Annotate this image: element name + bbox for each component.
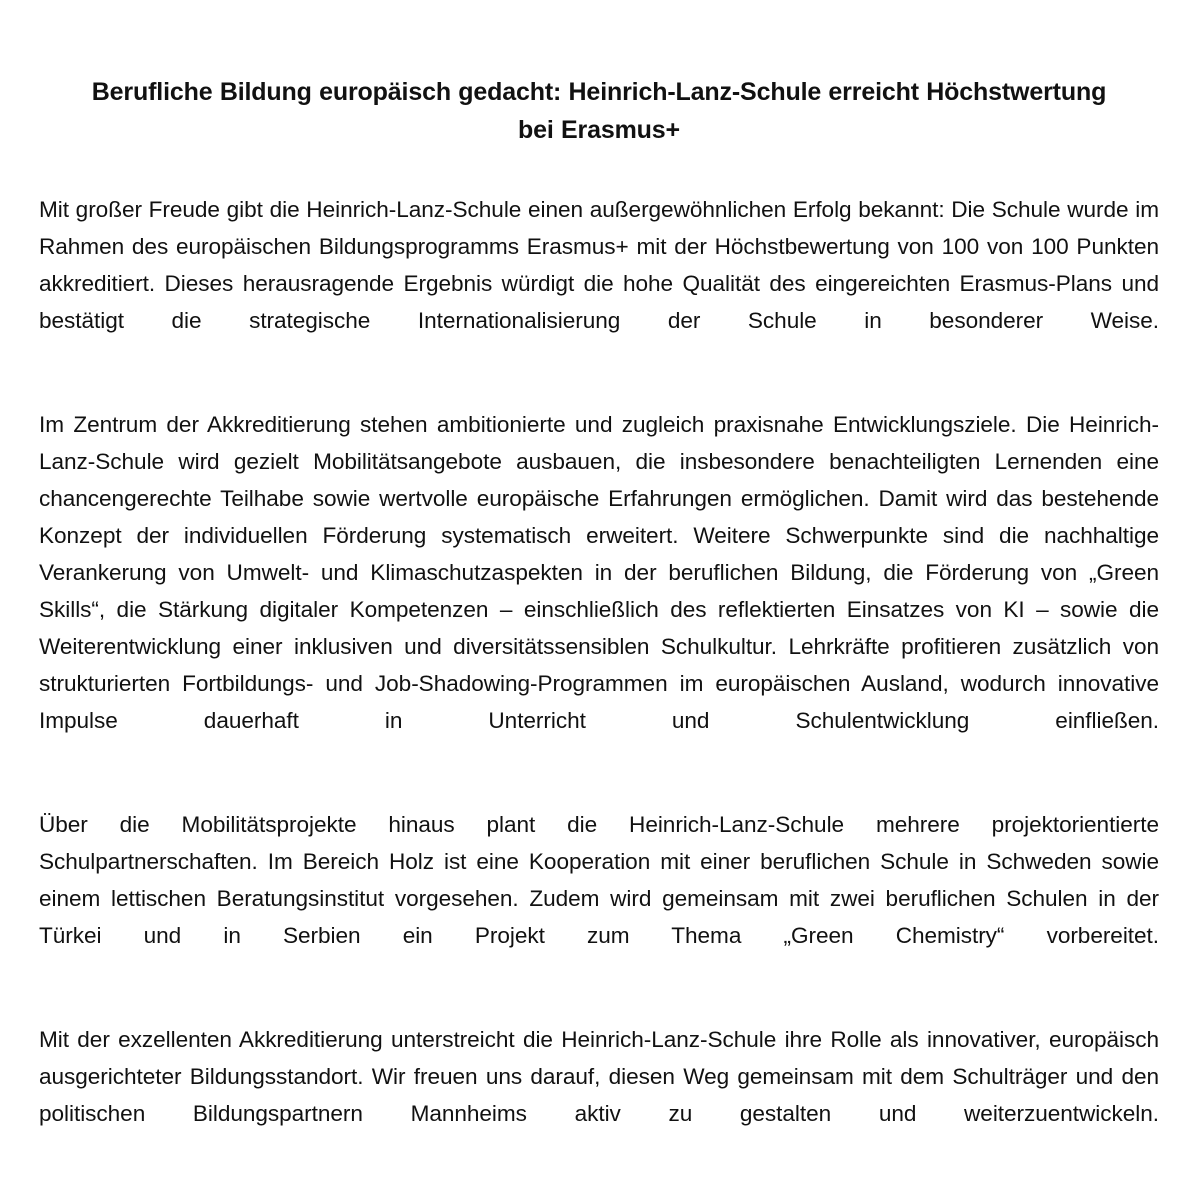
body-paragraph-3: Über die Mobilitätsprojekte hinaus plant die Heinrich-Lanz-Schule mehrere projektorientierte Schulpartnerschaften. Im Bereich Holz ist eine Kooperation mit einer beruflichen Schule in Schweden sowie einem lettischen Beratungsinstitut vorgesehen. Zudem wird gemeinsam mit zwei beruflichen Schulen in der Türkei und in Serbien ein Projekt zum Thema „Green Chemistry“ vorbereitet. — [39, 812, 1159, 948]
body-paragraph-2: Im Zentrum der Akkreditierung stehen ambitionierte und zugleich praxisnahe Entwicklungsziele. Die Heinrich-Lanz-Schule wird gezielt Mobilitätsangebote ausbauen, die insbesondere benachteiligten Lernenden eine chancengerechte Teilhabe sowie wertvolle europäische Erfahrungen ermöglichen. Damit wird das bestehende Konzept der individuellen Förderung systematisch erweitert. Weitere Schwerpunkte sind die nachhaltige Verankerung von Umwelt- und Klimaschutzaspekten in der beruflichen Bildung, die Förderung von „Green Skills“, die Stärkung digitaler Kompetenzen – einschließlich des reflektierten Einsatzes von KI – sowie die Weiterentwicklung einer inklusiven und diversitätssensiblen Schulkultur. Lehrkräfte profitieren zusätzlich von strukturierten Fortbildungs- und Job-Shadowing-Programmen im europäischen Ausland, wodurch innovative Impulse dauerhaft in Unterricht und Schulentwicklung einfließen. — [39, 412, 1159, 733]
document-content — [39, 0, 1159, 1169]
document-body — [39, 191, 1159, 1169]
page-title — [39, 0, 1159, 149]
body-paragraph-1: Mit großer Freude gibt die Heinrich-Lanz-Schule einen außergewöhnlichen Erfolg bekannt: Die Schule wurde im Rahmen des europäischen Bildungsprogramms Erasmus+ mit der Höchstbewertung von 100 von 100 Punkten akkreditiert. Dieses herausragende Ergebnis würdigt die hohe Qualität des eingereichten Erasmus-Plans und bestätigt die strategische Internationalisierung der Schule in besonderer Weise. — [39, 197, 1159, 333]
page-title-line-2: bei Erasmus+ — [518, 116, 680, 144]
page-title-line-1: Berufliche Bildung europäisch gedacht: Heinrich-Lanz-Schule erreicht Höchstwertung — [91, 78, 1107, 106]
body-paragraph-4: Mit der exzellenten Akkreditierung unterstreicht die Heinrich-Lanz-Schule ihre Rolle als innovativer, europäisch ausgerichteter Bildungsstandort. Wir freuen uns darauf, diesen Weg gemeinsam mit dem Schulträger und den politischen Bildungspartnern Mannheims aktiv zu gestalten und weiterzuentwickeln. — [39, 1027, 1159, 1126]
